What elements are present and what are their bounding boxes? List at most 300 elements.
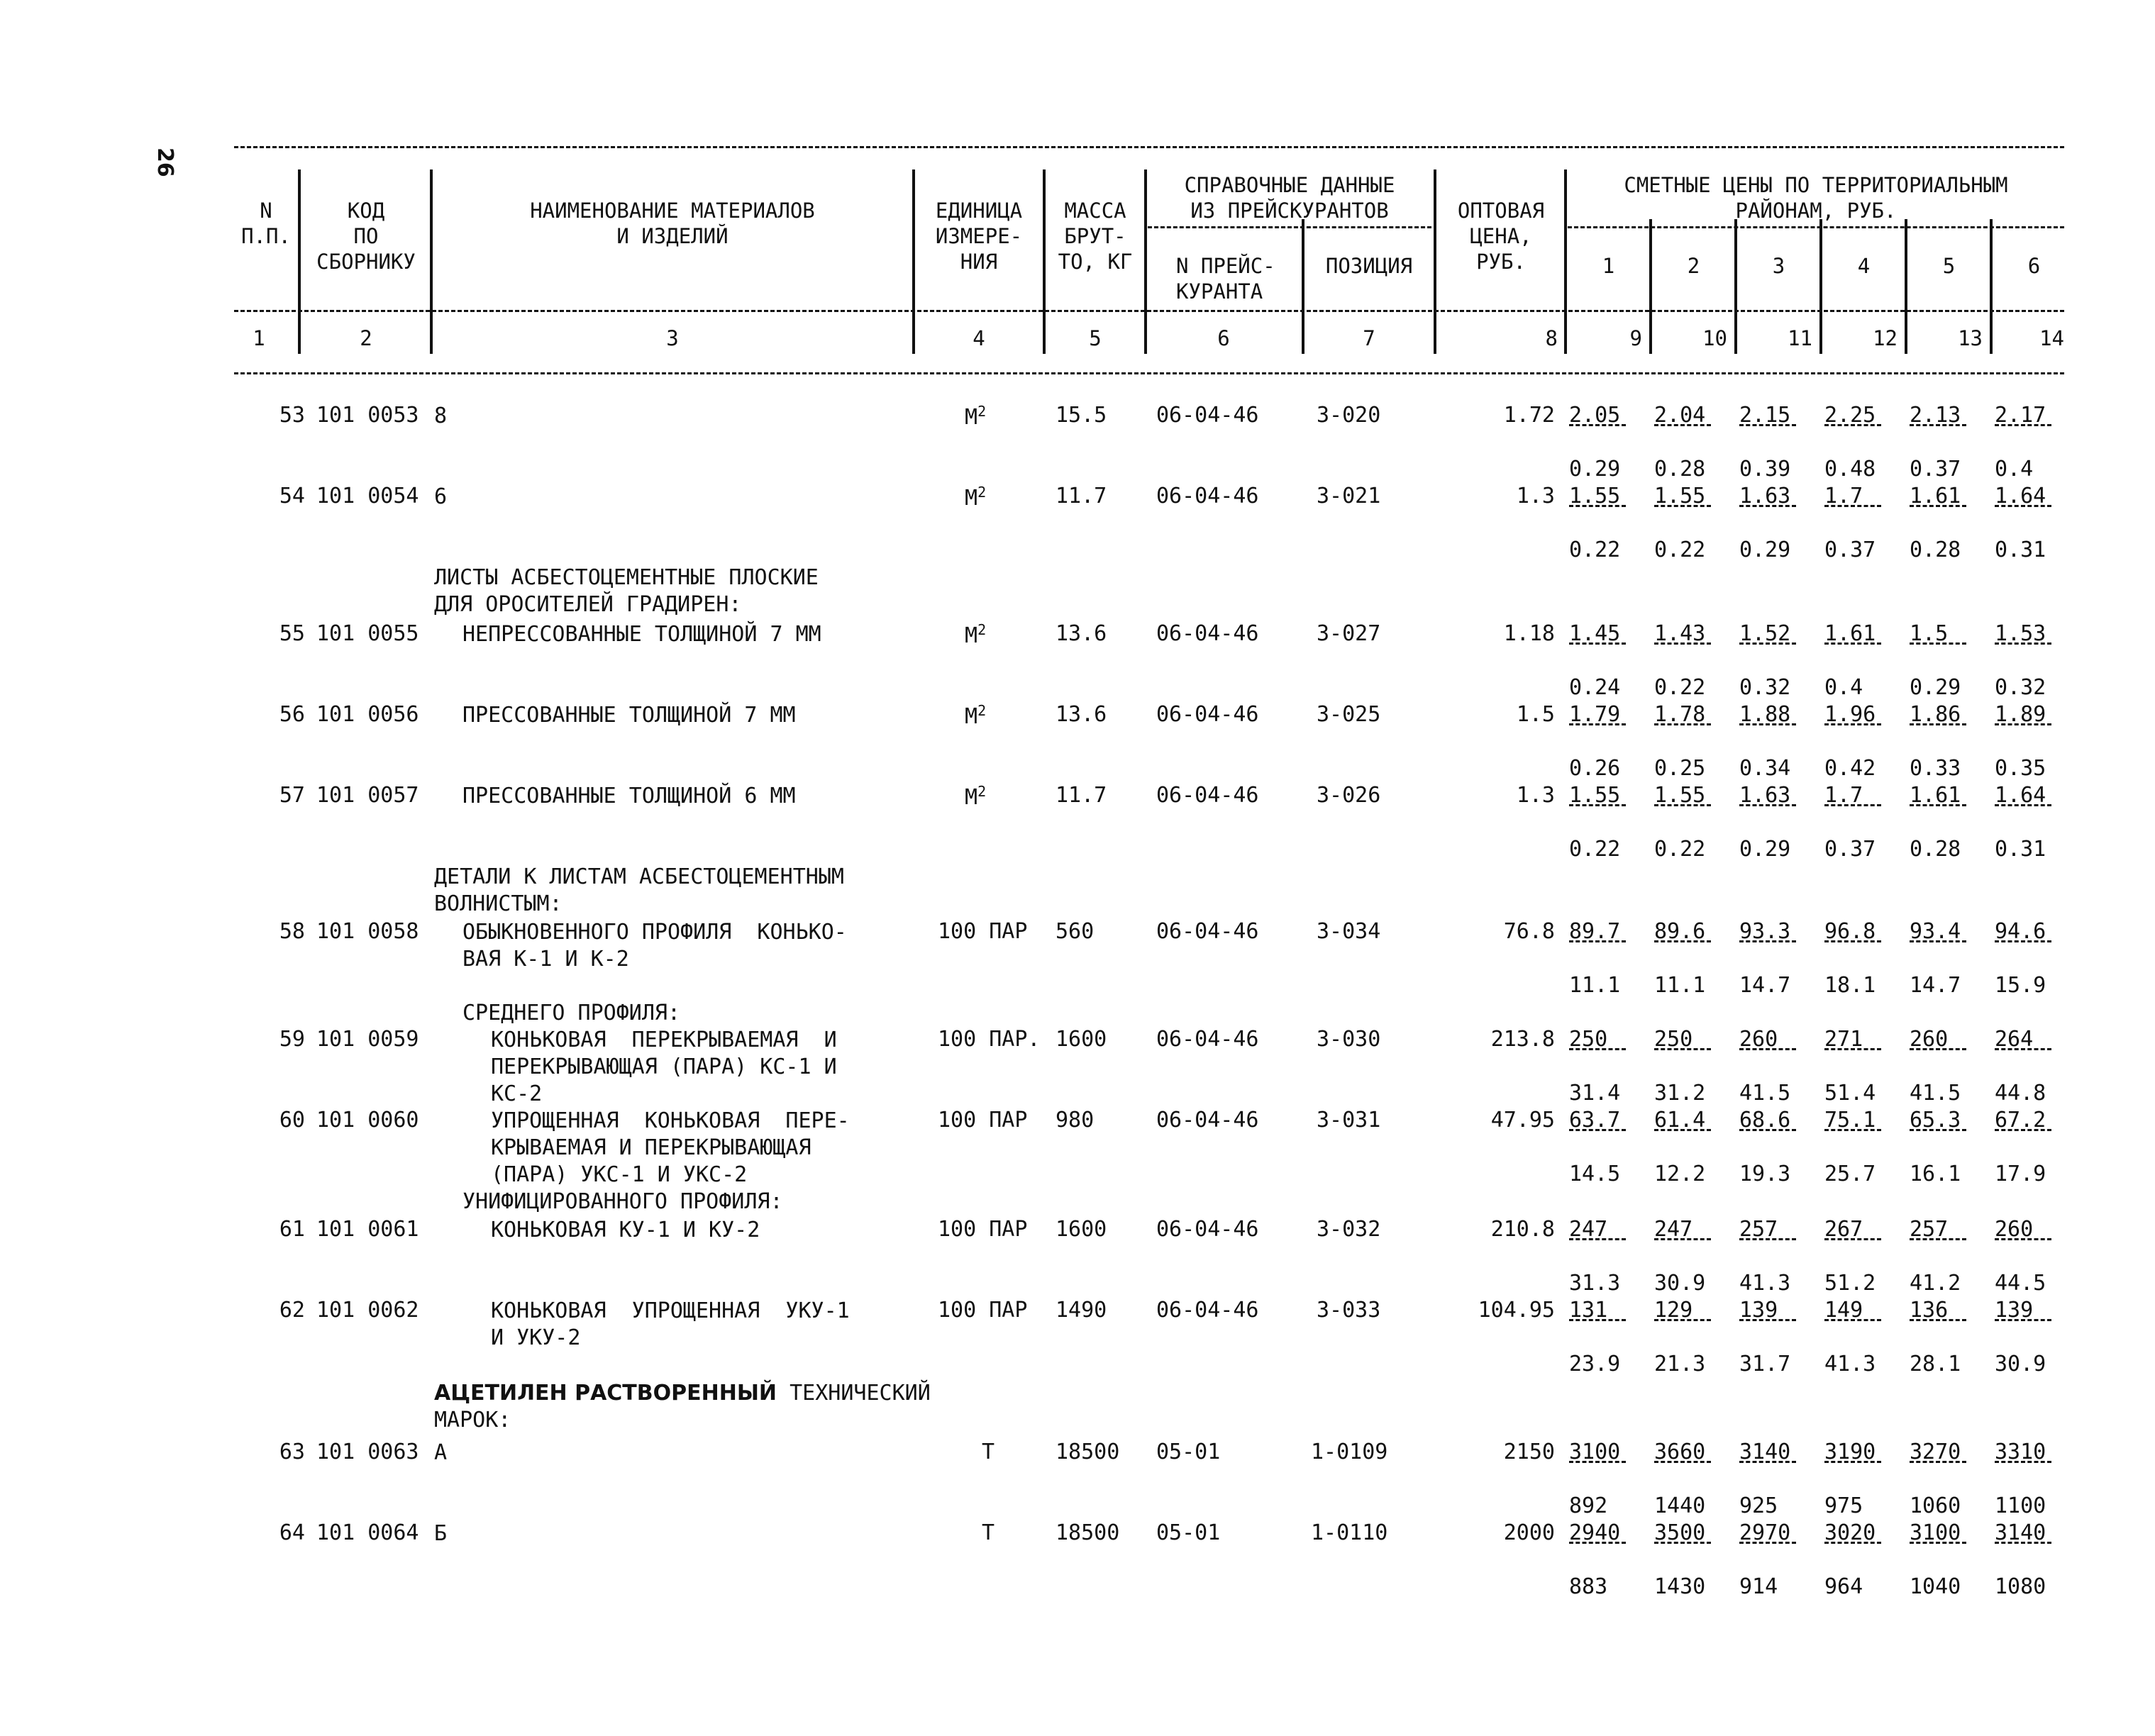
region-price-bottom: 0.31	[1995, 837, 2046, 862]
header-region-1: 1	[1602, 254, 1615, 278]
row-unit-text: 100 ПАР	[938, 1217, 1028, 1242]
region-price-top: 2940	[1569, 1520, 1621, 1545]
region-price-top: 129	[1654, 1298, 1693, 1323]
region-price-top: 1.53	[1995, 621, 2046, 646]
region-price-top: 260	[1739, 1027, 1778, 1052]
region-price-top: 247	[1569, 1217, 1608, 1242]
region-price-bottom: 0.29	[1569, 457, 1621, 482]
region-price-sep	[1995, 804, 2051, 806]
header-code: КОД ПО СБОРНИКУ	[316, 199, 416, 274]
row-number: 58	[279, 919, 305, 944]
region-price-top: 67.2	[1995, 1108, 2046, 1133]
region-price-sep	[1824, 1461, 1881, 1463]
row-name: ПРЕССОВАННЫЕ ТОЛЩИНОЙ 7 ММ	[462, 703, 796, 728]
region-price-sep	[1654, 1542, 1711, 1544]
colnum-1: 1	[253, 326, 265, 350]
row-position: 1-0110	[1311, 1520, 1388, 1545]
row-number: 55	[279, 621, 305, 646]
row-name: КОНЬКОВАЯ ПЕРЕКРЫВАЕМАЯ И ПЕРЕКРЫВАЮЩАЯ (ПАРА) КС-1 И КС-2	[491, 1028, 837, 1106]
row-unit-text: 100 ПАР	[938, 919, 1028, 944]
row-number: 56	[279, 702, 305, 727]
row-mass: 560	[1056, 919, 1095, 944]
row-unit	[938, 1027, 1041, 1052]
region-price-bottom: 11.1	[1569, 973, 1621, 998]
region-price-sep	[1654, 940, 1711, 942]
region-price-sep	[1569, 642, 1626, 645]
page-number: 26	[153, 148, 177, 177]
region-price-bottom: 0.24	[1569, 675, 1621, 700]
table-row	[234, 621, 2064, 700]
row-unit-text: М	[965, 785, 978, 810]
region-price-sep	[1910, 1238, 1966, 1240]
row-position: 3-025	[1317, 702, 1381, 727]
region-price-bottom: 892	[1569, 1493, 1608, 1518]
row-wholesale-price: 1.3	[1516, 484, 1555, 508]
region-price-top: 247	[1654, 1217, 1693, 1242]
header-pricelist: N ПРЕЙС- КУРАНТА	[1176, 254, 1275, 304]
row-pricelist: 06-04-46	[1156, 621, 1259, 646]
row-unit	[938, 1108, 1027, 1133]
region-price-top: 3100	[1910, 1520, 1961, 1545]
region-price-bottom: 0.42	[1824, 756, 1876, 781]
colnum-7: 7	[1363, 326, 1375, 350]
region-price-bottom: 30.9	[1995, 1352, 2046, 1376]
region-price-bottom: 41.5	[1910, 1081, 1961, 1106]
region-price-sep	[1654, 505, 1711, 507]
row-unit	[965, 783, 986, 810]
section-acetylene-rest: ТЕХНИЧЕСКИЙ	[777, 1381, 931, 1406]
region-price-bottom: 14.5	[1569, 1162, 1621, 1186]
row-pricelist: 06-04-46	[1156, 484, 1259, 508]
row-position: 3-034	[1317, 919, 1381, 944]
region-price-sep	[1995, 940, 2051, 942]
region-price-sep	[1995, 642, 2051, 645]
header-n: N П.П.	[241, 199, 291, 248]
region-price-top: 2.17	[1995, 403, 2046, 428]
table-row	[234, 702, 2064, 781]
colnum-10: 10	[1702, 326, 1727, 350]
region-price-bottom: 975	[1824, 1493, 1863, 1518]
row-mass: 11.7	[1056, 783, 1107, 808]
region-price-sep	[1995, 723, 2051, 725]
region-price-sep	[1995, 1048, 2051, 1050]
region-price-bottom: 0.26	[1569, 756, 1621, 781]
row-unit-text: М	[965, 405, 978, 430]
region-price-sep	[1739, 940, 1796, 942]
row-unit	[938, 1298, 1027, 1323]
section-unified-profile: УНИФИЦИРОВАННОГО ПРОФИЛЯ:	[462, 1189, 783, 1214]
region-price-top: 250	[1569, 1027, 1608, 1052]
row-position: 3-030	[1317, 1027, 1381, 1052]
header-region-2: 2	[1687, 254, 1700, 278]
row-unit	[982, 1440, 995, 1464]
row-mass: 13.6	[1056, 702, 1107, 727]
row-position: 3-031	[1317, 1108, 1381, 1133]
row-pricelist: 06-04-46	[1156, 403, 1259, 428]
region-price-bottom: 0.39	[1739, 457, 1791, 482]
region-price-top: 1.64	[1995, 484, 2046, 508]
region-price-top: 1.45	[1569, 621, 1621, 646]
region-price-bottom: 0.29	[1739, 837, 1791, 862]
region-price-bottom: 12.2	[1654, 1162, 1706, 1186]
row-position: 3-021	[1317, 484, 1381, 508]
header-region-4: 4	[1857, 254, 1871, 278]
row-wholesale-price: 2150	[1503, 1440, 1555, 1464]
region-price-top: 1.78	[1654, 702, 1706, 727]
region-price-bottom: 0.48	[1824, 457, 1876, 482]
table-row	[234, 919, 2064, 998]
region-price-top: 3140	[1739, 1440, 1791, 1464]
region-price-top: 1.61	[1910, 783, 1961, 808]
section-medium-profile: СРЕДНЕГО ПРОФИЛЯ:	[462, 1001, 681, 1025]
row-code: 101 0057	[316, 783, 419, 808]
region-price-sep	[1910, 804, 1966, 806]
region-price-top: 3270	[1910, 1440, 1961, 1464]
row-wholesale-price: 47.95	[1490, 1108, 1555, 1133]
region-price-sep	[1995, 505, 2051, 507]
region-price-sep	[1654, 1461, 1711, 1463]
region-price-sep	[1824, 1048, 1881, 1050]
region-price-bottom: 15.9	[1995, 973, 2046, 998]
region-price-sep	[1910, 723, 1966, 725]
table-row	[234, 1298, 2064, 1376]
row-unit-sup: 2	[977, 783, 987, 800]
region-price-sep	[1910, 1129, 1966, 1131]
region-price-top: 1.63	[1739, 783, 1791, 808]
table-row	[234, 783, 2064, 862]
region-price-bottom: 25.7	[1824, 1162, 1876, 1186]
row-unit-text: М	[965, 623, 978, 648]
row-code: 101 0058	[316, 919, 419, 944]
row-wholesale-price: 210.8	[1490, 1217, 1555, 1242]
region-price-bottom: 0.28	[1910, 538, 1961, 562]
region-price-sep	[1910, 1319, 1966, 1321]
colnum-12: 12	[1873, 326, 1898, 350]
region-price-top: 1.52	[1739, 621, 1791, 646]
colnum-11: 11	[1788, 326, 1812, 350]
row-unit	[965, 403, 986, 430]
region-price-top: 149	[1824, 1298, 1863, 1323]
region-price-top: 250	[1654, 1027, 1693, 1052]
region-price-top: 68.6	[1739, 1108, 1791, 1133]
region-price-sep	[1654, 804, 1711, 806]
row-mass: 18500	[1056, 1520, 1120, 1545]
row-wholesale-price: 76.8	[1503, 919, 1555, 944]
region-price-bottom: 0.22	[1569, 538, 1621, 562]
region-price-sep	[1910, 642, 1966, 645]
row-mass: 13.6	[1056, 621, 1107, 646]
region-price-top: 260	[1995, 1217, 2034, 1242]
row-unit-text: 100 ПАР	[938, 1108, 1028, 1133]
region-price-top: 93.3	[1739, 919, 1791, 944]
region-price-sep	[1739, 723, 1796, 725]
region-price-top: 3140	[1995, 1520, 2046, 1545]
colnum-2: 2	[360, 326, 372, 350]
region-price-top: 139	[1995, 1298, 2034, 1323]
row-code: 101 0063	[316, 1440, 419, 1464]
region-price-sep	[1654, 1238, 1711, 1240]
region-price-sep	[1569, 1048, 1626, 1050]
region-price-bottom: 964	[1824, 1574, 1863, 1599]
region-price-bottom: 17.9	[1995, 1162, 2046, 1186]
region-price-bottom: 0.37	[1824, 837, 1876, 862]
row-code: 101 0053	[316, 403, 419, 428]
row-pricelist: 06-04-46	[1156, 702, 1259, 727]
row-name: КОНЬКОВАЯ УПРОЩЕННАЯ УКУ-1 И УКУ-2	[491, 1298, 850, 1350]
region-price-sep	[1569, 424, 1626, 426]
row-number: 64	[279, 1520, 305, 1545]
region-price-top: 63.7	[1569, 1108, 1621, 1133]
region-price-sep	[1569, 940, 1626, 942]
region-price-bottom: 28.1	[1910, 1352, 1961, 1376]
region-price-top: 1.7	[1824, 484, 1863, 508]
region-price-sep	[1995, 424, 2051, 426]
region-price-top: 2.04	[1654, 403, 1706, 428]
region-price-top: 1.61	[1824, 621, 1876, 646]
region-price-bottom: 0.34	[1739, 756, 1791, 781]
region-price-sep	[1910, 940, 1966, 942]
row-unit-text: М	[965, 704, 978, 729]
region-price-bottom: 41.3	[1824, 1352, 1876, 1376]
region-price-top: 3100	[1569, 1440, 1621, 1464]
region-price-bottom: 51.2	[1824, 1271, 1876, 1296]
region-price-top: 1.55	[1654, 484, 1706, 508]
row-pricelist: 05-01	[1156, 1520, 1221, 1545]
region-price-bottom: 925	[1739, 1493, 1778, 1518]
row-name: ОБЫКНОВЕННОГО ПРОФИЛЯ КОНЬКО- ВАЯ К-1 И К-2	[462, 920, 847, 972]
region-price-top: 1.96	[1824, 702, 1876, 727]
region-price-bottom: 0.28	[1654, 457, 1706, 482]
row-unit	[938, 1217, 1027, 1242]
region-price-bottom: 0.29	[1739, 538, 1791, 562]
row-mass: 980	[1056, 1108, 1095, 1133]
row-pricelist: 06-04-46	[1156, 1298, 1259, 1323]
colnum-5: 5	[1089, 326, 1102, 350]
row-pricelist: 06-04-46	[1156, 783, 1259, 808]
row-unit	[965, 484, 986, 511]
region-price-top: 1.61	[1910, 484, 1961, 508]
region-price-top: 93.4	[1910, 919, 1961, 944]
row-mass: 1600	[1056, 1027, 1107, 1052]
region-price-top: 257	[1910, 1217, 1949, 1242]
region-price-top: 267	[1824, 1217, 1863, 1242]
row-number: 57	[279, 783, 305, 808]
row-name: КОНЬКОВАЯ КУ-1 И КУ-2	[491, 1218, 760, 1242]
region-price-sep	[1739, 1319, 1796, 1321]
row-number: 61	[279, 1217, 305, 1242]
region-price-sep	[1824, 424, 1881, 426]
row-number: 63	[279, 1440, 305, 1464]
region-price-sep	[1824, 505, 1881, 507]
row-name: Б	[434, 1521, 448, 1546]
region-price-top: 1.63	[1739, 484, 1791, 508]
header-mass: МАССА БРУТ- ТО, КГ	[1058, 199, 1133, 274]
row-position: 3-026	[1317, 783, 1381, 808]
region-price-top: 1.5	[1910, 621, 1949, 646]
row-pricelist: 05-01	[1156, 1440, 1221, 1464]
region-price-sep	[1569, 723, 1626, 725]
region-price-top: 1.88	[1739, 702, 1791, 727]
region-price-top: 271	[1824, 1027, 1863, 1052]
region-price-top: 94.6	[1995, 919, 2046, 944]
region-price-bottom: 21.3	[1654, 1352, 1706, 1376]
row-code: 101 0061	[316, 1217, 419, 1242]
region-price-bottom: 0.33	[1910, 756, 1961, 781]
header-region-5: 5	[1942, 254, 1956, 278]
region-price-top: 3310	[1995, 1440, 2046, 1464]
row-unit-text: М	[965, 486, 978, 511]
region-price-sep	[1739, 1461, 1796, 1463]
region-price-sep	[1824, 804, 1881, 806]
region-price-top: 2.25	[1824, 403, 1876, 428]
row-code: 101 0055	[316, 621, 419, 646]
region-price-bottom: 44.8	[1995, 1081, 2046, 1106]
region-price-top: 96.8	[1824, 919, 1876, 944]
table-row	[234, 403, 2064, 482]
region-price-bottom: 0.22	[1654, 538, 1706, 562]
row-code: 101 0059	[316, 1027, 419, 1052]
region-price-sep	[1739, 804, 1796, 806]
region-price-top: 1.86	[1910, 702, 1961, 727]
table-row	[234, 484, 2064, 562]
region-price-sep	[1569, 1461, 1626, 1463]
region-price-sep	[1739, 642, 1796, 645]
region-price-sep	[1654, 1129, 1711, 1131]
region-price-sep	[1739, 1542, 1796, 1544]
region-price-bottom: 0.37	[1824, 538, 1876, 562]
region-price-bottom: 0.4	[1995, 457, 2034, 482]
row-name: УПРОЩЕННАЯ КОНЬКОВАЯ ПЕРЕ- КРЫВАЕМАЯ И ПЕРЕКРЫВАЮЩАЯ (ПАРА) УКС-1 И УКС-2	[491, 1108, 850, 1187]
row-number: 53	[279, 403, 305, 428]
region-price-top: 65.3	[1910, 1108, 1961, 1133]
region-price-top: 260	[1910, 1027, 1949, 1052]
region-price-bottom: 11.1	[1654, 973, 1706, 998]
region-price-bottom: 16.1	[1910, 1162, 1961, 1186]
region-price-top: 3500	[1654, 1520, 1706, 1545]
row-unit-text: 100 ПАР.	[938, 1027, 1041, 1052]
row-name: 8	[434, 404, 448, 428]
colnum-3: 3	[666, 326, 679, 350]
row-unit-text: 100 ПАР	[938, 1298, 1028, 1323]
region-price-sep	[1824, 1238, 1881, 1240]
region-price-top: 75.1	[1824, 1108, 1876, 1133]
region-price-sep	[1569, 505, 1626, 507]
row-wholesale-price: 1.3	[1516, 783, 1555, 808]
row-name: А	[434, 1440, 448, 1465]
region-price-top: 1.55	[1654, 783, 1706, 808]
region-price-sep	[1739, 1129, 1796, 1131]
region-price-bottom: 31.4	[1569, 1081, 1621, 1106]
region-price-bottom: 0.22	[1569, 837, 1621, 862]
header-regions-group: СМЕТНЫЕ ЦЕНЫ ПО ТЕРРИТОРИАЛЬНЫМ РАЙОНАМ, РУБ.	[1624, 173, 2008, 223]
region-price-sep	[1995, 1542, 2051, 1544]
region-price-top: 1.89	[1995, 702, 2046, 727]
region-price-top: 3660	[1654, 1440, 1706, 1464]
row-mass: 11.7	[1056, 484, 1107, 508]
row-unit	[965, 702, 986, 729]
row-wholesale-price: 213.8	[1490, 1027, 1555, 1052]
region-price-bottom: 41.5	[1739, 1081, 1791, 1106]
row-code: 101 0062	[316, 1298, 419, 1323]
table-row	[234, 1520, 2064, 1599]
region-price-bottom: 0.29	[1910, 675, 1961, 700]
region-price-sep	[1910, 424, 1966, 426]
region-price-sep	[1569, 804, 1626, 806]
region-price-sep	[1995, 1238, 2051, 1240]
row-unit-text: Т	[982, 1520, 995, 1545]
region-price-top: 2.13	[1910, 403, 1961, 428]
row-code: 101 0056	[316, 702, 419, 727]
region-price-sep	[1569, 1542, 1626, 1544]
region-price-top: 1.64	[1995, 783, 2046, 808]
region-price-bottom: 0.22	[1654, 675, 1706, 700]
region-price-top: 136	[1910, 1298, 1949, 1323]
row-unit	[965, 621, 986, 648]
row-wholesale-price: 1.5	[1516, 702, 1555, 727]
region-price-bottom: 31.3	[1569, 1271, 1621, 1296]
row-wholesale-price: 104.95	[1478, 1298, 1555, 1323]
region-price-sep	[1654, 723, 1711, 725]
region-price-top: 1.55	[1569, 783, 1621, 808]
region-price-top: 3190	[1824, 1440, 1876, 1464]
row-unit	[982, 1520, 995, 1545]
region-price-bottom: 19.3	[1739, 1162, 1791, 1186]
section-acetylene-line2: МАРОК:	[434, 1408, 511, 1432]
region-price-sep	[1910, 1542, 1966, 1544]
section-details: ДЕТАЛИ К ЛИСТАМ АСБЕСТОЦЕМЕНТНЫМ ВОЛНИСТЫМ:	[434, 864, 844, 916]
table-row	[234, 1440, 2064, 1518]
region-price-bottom: 14.7	[1910, 973, 1961, 998]
row-code: 101 0060	[316, 1108, 419, 1133]
section-acetylene	[434, 1380, 931, 1434]
region-price-sep	[1995, 1129, 2051, 1131]
header-region-6: 6	[2027, 254, 2041, 278]
region-price-bottom: 1060	[1910, 1493, 1961, 1518]
region-price-top: 2970	[1739, 1520, 1791, 1545]
region-price-sep	[1654, 1048, 1711, 1050]
colnum-8: 8	[1545, 326, 1558, 350]
region-price-sep	[1824, 1319, 1881, 1321]
region-price-bottom: 1440	[1654, 1493, 1706, 1518]
region-price-sep	[1824, 1129, 1881, 1131]
row-pricelist: 06-04-46	[1156, 1217, 1259, 1242]
region-price-sep	[1569, 1129, 1626, 1131]
row-mass: 1490	[1056, 1298, 1107, 1323]
row-wholesale-price: 1.72	[1503, 403, 1555, 428]
region-price-sep	[1910, 1048, 1966, 1050]
region-price-bottom: 18.1	[1824, 973, 1876, 998]
region-price-sep	[1739, 424, 1796, 426]
region-price-bottom: 0.32	[1995, 675, 2046, 700]
row-unit-sup: 2	[977, 403, 987, 420]
region-price-sep	[1654, 1319, 1711, 1321]
row-number: 54	[279, 484, 305, 508]
row-unit-text: Т	[982, 1440, 995, 1464]
row-pricelist: 06-04-46	[1156, 919, 1259, 944]
region-price-sep	[1654, 424, 1711, 426]
region-price-bottom: 23.9	[1569, 1352, 1621, 1376]
region-price-top: 89.6	[1654, 919, 1706, 944]
region-price-sep	[1824, 1542, 1881, 1544]
region-price-top: 2.15	[1739, 403, 1791, 428]
row-position: 3-032	[1317, 1217, 1381, 1242]
region-price-bottom: 51.4	[1824, 1081, 1876, 1106]
row-unit-sup: 2	[977, 484, 987, 501]
region-price-top: 1.7	[1824, 783, 1863, 808]
row-number: 60	[279, 1108, 305, 1133]
header-unit: ЕДИНИЦА ИЗМЕРЕ- НИЯ	[935, 199, 1023, 274]
region-price-sep	[1824, 940, 1881, 942]
